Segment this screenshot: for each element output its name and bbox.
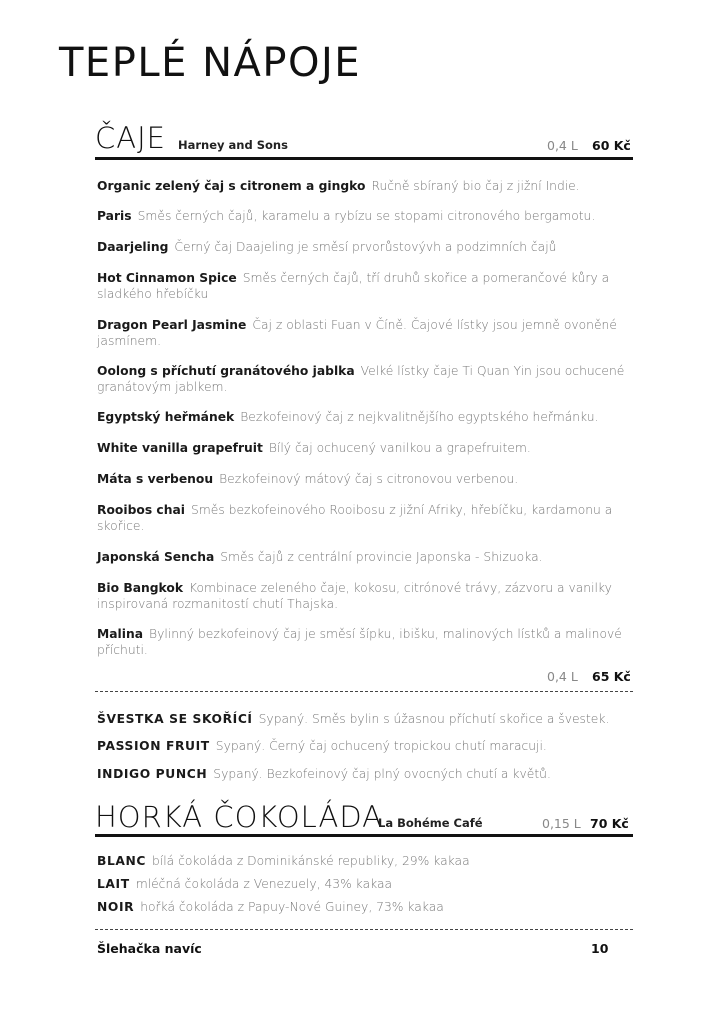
item-name: Oolong s příchutí granátového jablka xyxy=(97,364,355,378)
menu-item xyxy=(97,471,627,487)
menu-item xyxy=(97,549,627,565)
menu-item xyxy=(97,502,627,534)
item-description: Směs bezkofeinového Rooibosu z jižní Afriky, hřebíčku, kardamonu a skořice. xyxy=(97,503,613,533)
item-description: Čaj z oblasti Fuan v Číně. Čajové lístky jsou jemně ovoněné jasmínem. xyxy=(97,318,617,348)
menu-item xyxy=(97,626,627,658)
page-title: TEPLÉ NÁPOJE xyxy=(59,40,362,86)
item-name: INDIGO PUNCH xyxy=(97,767,208,781)
item-name: Organic zelený čaj s citronem a gingko xyxy=(97,179,366,193)
menu-item xyxy=(97,208,627,224)
section-rule xyxy=(95,834,633,837)
tea-price: 60 Kč xyxy=(592,138,631,153)
item-name: LAIT xyxy=(97,877,130,891)
extra-whipped-cream-price: 10 xyxy=(591,941,609,956)
item-description: bílá čokoláda z Dominikánské republiky, 29% kakaa xyxy=(152,854,470,868)
item-description: Sypaný. Směs bylin s úžasnou příchutí skořice a švestek. xyxy=(258,712,610,726)
item-description: Velké lístky čaje Ti Quan Yin jsou ochucené granátovým jablkem. xyxy=(97,364,625,394)
item-description: Bezkofeinový mátový čaj s citronovou verbenou. xyxy=(219,472,519,486)
menu-item xyxy=(97,440,627,456)
item-name: PASSION FRUIT xyxy=(97,739,210,753)
item-description: Ručně sbíraný bio čaj z jižní Indie. xyxy=(371,179,580,193)
item-name: Malina xyxy=(97,627,144,641)
item-name: Japonská Sencha xyxy=(97,550,215,564)
item-description: Sypaný. Černý čaj ochucený tropickou chutí maracuji. xyxy=(215,739,547,753)
menu-item xyxy=(97,899,627,915)
item-description: Směs čajů z centrální provincie Japonska - Shizuoka. xyxy=(220,550,543,564)
item-name: Egyptský heřmánek xyxy=(97,410,235,424)
menu-item xyxy=(97,178,627,194)
item-description: hořká čokoláda z Papuy-Nové Guiney, 73% kakaa xyxy=(140,900,444,914)
item-description: Černý čaj Daajeling je směsí prvorůstovývh a podzimních čajů xyxy=(174,240,557,254)
item-name: Dragon Pearl Jasmine xyxy=(97,318,247,332)
item-description: mléčná čokoláda z Venezuely, 43% kakaa xyxy=(135,877,393,891)
dashed-divider xyxy=(95,691,633,692)
item-name: Máta s verbenou xyxy=(97,472,214,486)
menu-item xyxy=(97,317,627,349)
menu-item xyxy=(97,580,627,612)
item-description: Směs černých čajů, tří druhů skořice a pomerančové kůry a sladkého hřebíčku xyxy=(97,271,610,301)
menu-item xyxy=(97,738,627,754)
item-description: Kombinace zeleného čaje, kokosu, citrónové trávy, zázvoru a vanilky inspirovaná rozmanitostí chutí Thajska. xyxy=(97,581,612,611)
chocolate-brand: La Bohéme Café xyxy=(378,816,483,830)
item-name: Daarjeling xyxy=(97,240,169,254)
menu-item xyxy=(97,711,627,727)
section-rule xyxy=(95,157,633,160)
tea-volume: 0,4 L xyxy=(547,138,578,153)
item-name: BLANC xyxy=(97,854,147,868)
menu-item xyxy=(97,270,627,302)
item-description: Bílý čaj ochucený vanilkou a grapefruitem. xyxy=(268,441,531,455)
loose-tea-volume: 0,4 L xyxy=(547,669,578,684)
item-name: Bio Bangkok xyxy=(97,581,184,595)
item-name: NOIR xyxy=(97,900,135,914)
item-description: Bylinný bezkofeinový čaj je směsí šípku, ibišku, malinových lístků a malinové příchuti. xyxy=(97,627,622,657)
menu-item xyxy=(97,239,627,255)
menu-item xyxy=(97,766,627,782)
extra-whipped-cream-label: Šlehačka navíc xyxy=(97,941,202,956)
item-name: Rooibos chai xyxy=(97,503,185,517)
item-name: ŠVESTKA SE SKOŘÍCÍ xyxy=(97,712,253,726)
menu-item xyxy=(97,409,627,425)
dashed-divider xyxy=(95,929,633,930)
item-description: Sypaný. Bezkofeinový čaj plný ovocných chutí a květů. xyxy=(213,767,551,781)
menu-item xyxy=(97,853,627,869)
item-name: White vanilla grapefruit xyxy=(97,441,263,455)
item-name: Hot Cinnamon Spice xyxy=(97,271,237,285)
chocolate-volume: 0,15 L xyxy=(542,816,581,831)
tea-brand: Harney and Sons xyxy=(178,138,288,152)
chocolate-price: 70 Kč xyxy=(590,816,629,831)
item-name: Paris xyxy=(97,209,132,223)
tea-section-title: ČAJE xyxy=(95,121,166,155)
menu-item xyxy=(97,363,627,395)
menu-item xyxy=(97,876,627,892)
chocolate-section-title: HORKÁ ČOKOLÁDA xyxy=(95,800,383,834)
item-description: Směs černých čajů, karamelu a rybízu se stopami citronového bergamotu. xyxy=(137,209,596,223)
loose-tea-price: 65 Kč xyxy=(592,669,631,684)
item-description: Bezkofeinový čaj z nejkvalitnějšího egyptského heřmánku. xyxy=(240,410,599,424)
